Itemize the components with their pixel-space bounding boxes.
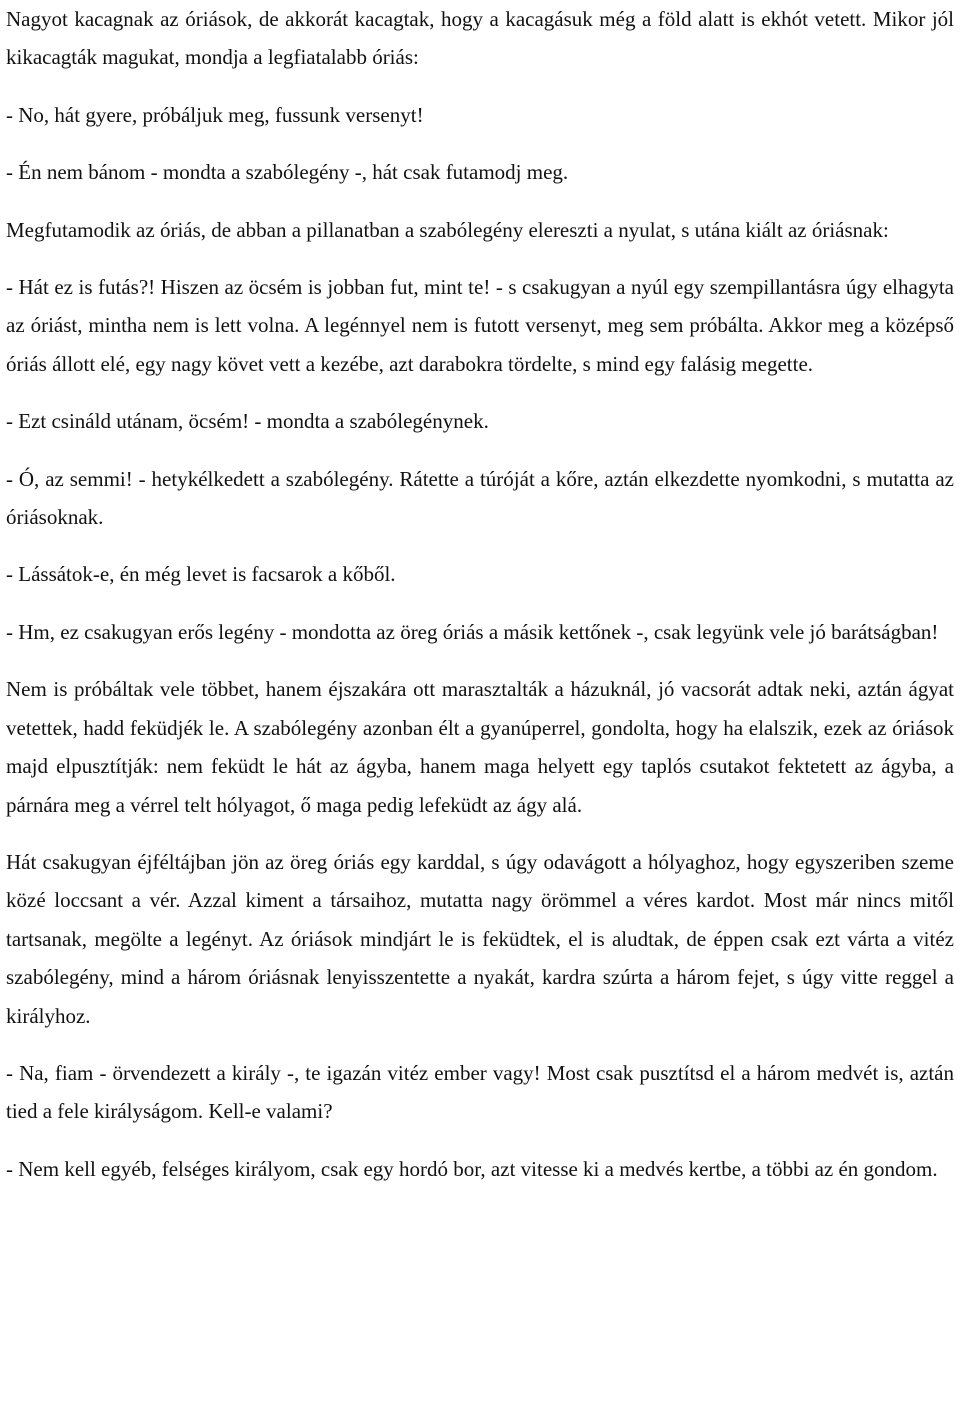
paragraph-2: - No, hát gyere, próbáljuk meg, fussunk versenyt! — [6, 102, 424, 127]
paragraph-4: Megfutamodik az óriás, de abban a pillanatban a szabólegény elereszti a nyulat, s utána kiált az óriásnak: — [6, 217, 889, 242]
paragraph-11: Hát csakugyan éjféltájban jön az öreg óriás egy karddal, s úgy odavágott a hólyaghoz, hogy egyszeriben szeme közé loccsant a vér. Azzal kiment a társaihoz, mutatta nagy örömmel a véres kardot. Most már nincs mitől tartsanak, megölte a legényt. Az óriások mindjárt le is feküdtek, el is aludtak, de éppen csak ezt várta a vitéz szabólegény, mind a három óriásnak lenyisszentette a nyakát, kardra szúrta a három fejet, s úgy vitte reggel a királyhoz. — [6, 849, 954, 1028]
paragraph-3: - Én nem bánom - mondta a szabólegény -, hát csak futamodj meg. — [6, 160, 569, 185]
paragraph-1: Nagyot kacagnak az óriások, de akkorát kacagtak, hogy a kacagásuk még a föld alatt is ekhót vetett. Mikor jól kikacagták magukat, mondja a legfiatalabb óriás: — [6, 7, 954, 70]
paragraph-12: - Na, fiam - örvendezett a király -, te igazán vitéz ember vagy! Most csak pusztítsd el a három medvét is, aztán tied a fele királyságom. Kell-e valami? — [6, 1060, 954, 1124]
paragraph-6: - Ezt csináld utánam, öcsém! - mondta a szabólegénynek. — [6, 409, 489, 434]
paragraph-5: - Hát ez is futás?! Hiszen az öcsém is jobban fut, mint te! - s csakugyan a nyúl egy szempillantásra úgy elhagyta az óriást, mintha nem is lett volna. A legénnyel nem is futott versenyt, meg sem próbálta. Akkor meg a középső óriás állott elé, egy nagy követ vett a kezébe, azt darabokra tördelte, s mind egy falásig megette. — [6, 275, 954, 376]
paragraph-13: - Nem kell egyéb, felséges királyom, csak egy hordó bor, azt vitesse ki a medvés kertbe, a többi az én gondom. — [6, 1156, 938, 1181]
paragraph-9: - Hm, ez csakugyan erős legény - mondotta az öreg óriás a másik kettőnek -, csak legyünk vele jó barátságban! — [6, 619, 939, 644]
paragraph-10: Nem is próbáltak vele többet, hanem éjszakára ott marasztalták a házuknál, jó vacsorát adtak neki, aztán ágyat vetettek, hadd feküdjék le. A szabólegény azonban élt a gyanúperrel, gondolta, hogy ha elalszik, ezek az óriások majd elpusztítják: nem feküdt le hát az ágyba, hanem maga helyett egy taplós csutakot fektetett az ágyba, a párnára meg a vérrel telt hólyagot, ő maga pedig lefeküdt az ágy alá. — [6, 677, 954, 817]
paragraph-8: - Lássátok-e, én még levet is facsarok a kőből. — [6, 562, 396, 587]
paragraph-7: - Ó, az semmi! - hetykélkedett a szabólegény. Rátette a túróját a kőre, aztán elkezdette nyomkodni, s mutatta az óriásoknak. — [6, 466, 954, 530]
